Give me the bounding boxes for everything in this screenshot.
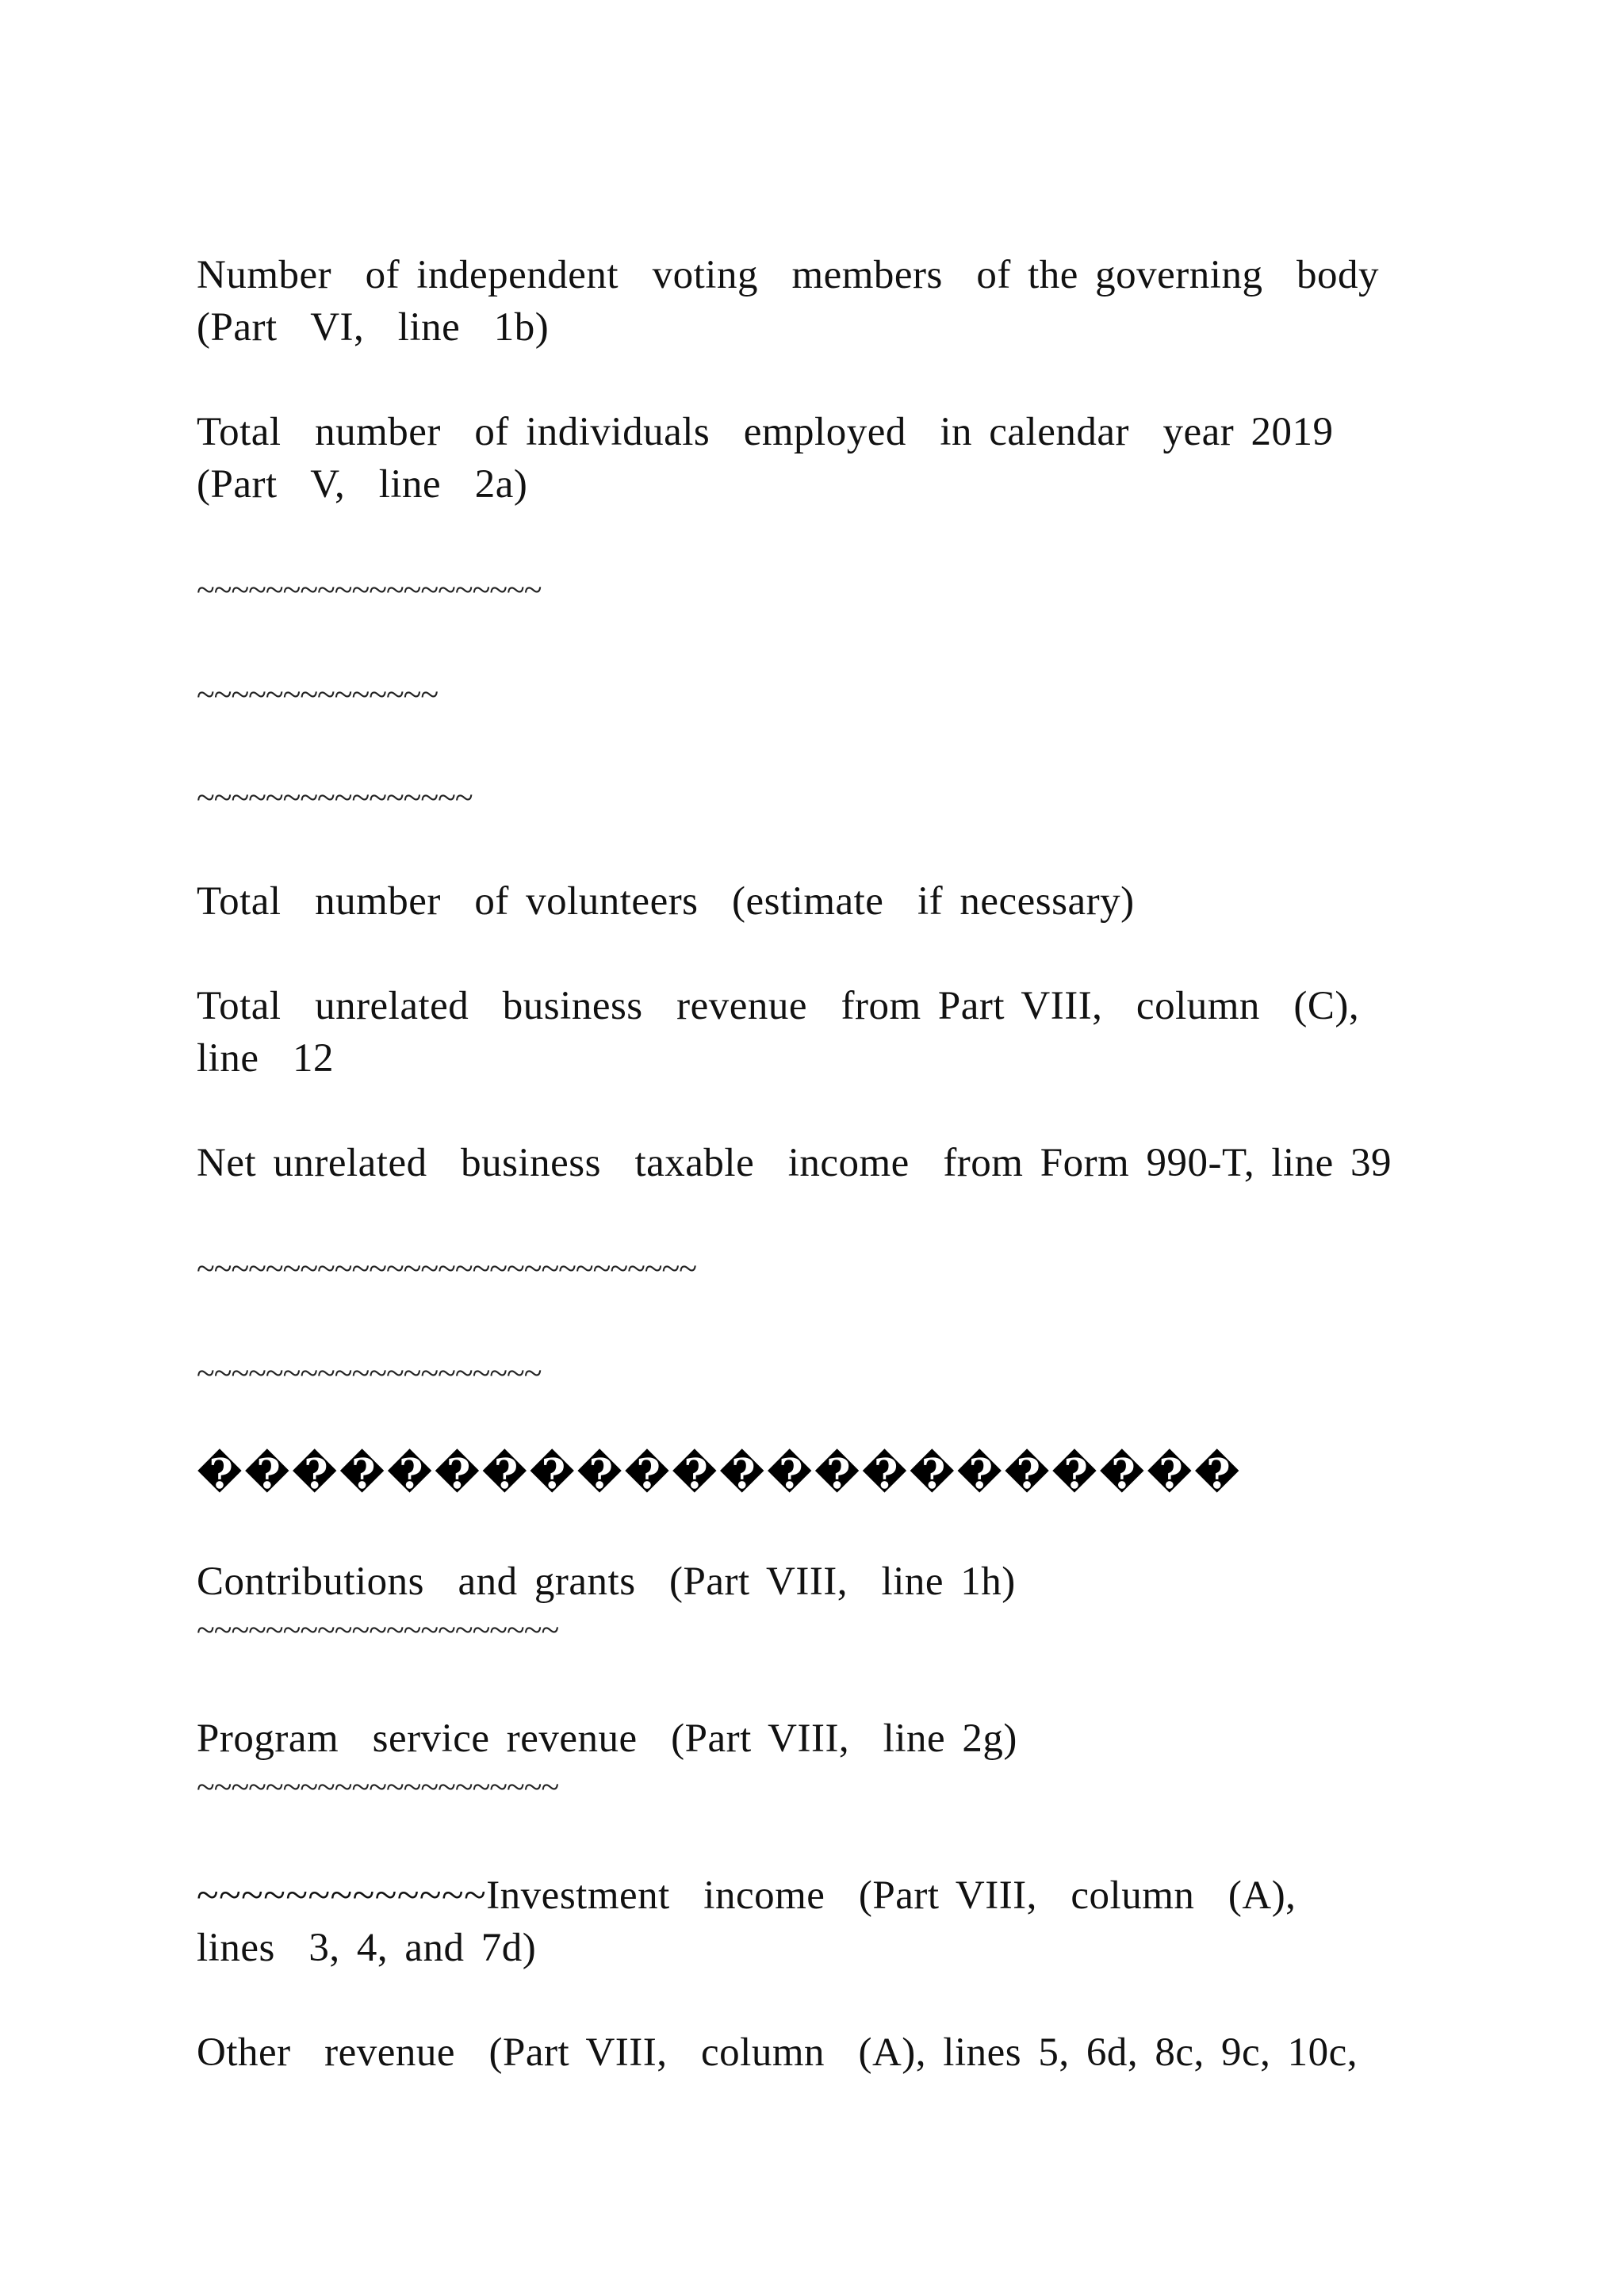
text-line-program-service-revenue: Program service revenue (Part VIII, line 2g) — [197, 1716, 1017, 1761]
tilde-separator-3: ~~~~~~~~~~~~~~~~ — [197, 780, 473, 817]
text-line-contributions-and-grants: Contributions and grants (Part VIII, line 1h) — [197, 1559, 1016, 1604]
tilde-separator-6: ~~~~~~~~~~~~~~~~~~~~~ — [197, 1613, 559, 1649]
text-line-net-unrelated-business-income: Net unrelated business taxable income from Form 990-T, line 39 — [197, 1141, 1392, 1185]
tilde-separator-1: ~~~~~~~~~~~~~~~~~~~~ — [197, 572, 542, 609]
tilde-separator-5: ~~~~~~~~~~~~~~~~~~~~ — [197, 1356, 542, 1392]
text-line-investment-income: ~~~~~~~~~~~~~Investment income (Part VIII, column (A), — [197, 1873, 1297, 1918]
text-line-lines-3-4-7d: lines 3, 4, and 7d) — [197, 1926, 537, 1970]
tilde-separator-7: ~~~~~~~~~~~~~~~~~~~~~ — [197, 1770, 559, 1806]
text-line-total-individuals-employed: Total number of individuals employed in calendar year 2019 — [197, 410, 1334, 454]
garbled-replacement-characters: ���������������������� — [197, 1452, 1242, 1498]
text-line-independent-voting-members: Number of independent voting members of the governing body — [197, 253, 1379, 297]
text-line-line-12: line 12 — [197, 1036, 334, 1081]
text-line-total-volunteers: Total number of volunteers (estimate if necessary) — [197, 879, 1135, 924]
text-line-other-revenue: Other revenue (Part VIII, column (A), lines 5, 6d, 8c, 9c, 10c, — [197, 2030, 1358, 2075]
text-line-total-unrelated-business-revenue: Total unrelated business revenue from Part VIII, column (C), — [197, 984, 1360, 1028]
text-line-part-v-line-2a: (Part V, line 2a) — [197, 462, 528, 507]
tilde-separator-4: ~~~~~~~~~~~~~~~~~~~~~~~~~~~~~ — [197, 1251, 696, 1288]
tilde-separator-2: ~~~~~~~~~~~~~~ — [197, 677, 439, 714]
text-line-part-vi-line-1b: (Part VI, line 1b) — [197, 305, 550, 350]
